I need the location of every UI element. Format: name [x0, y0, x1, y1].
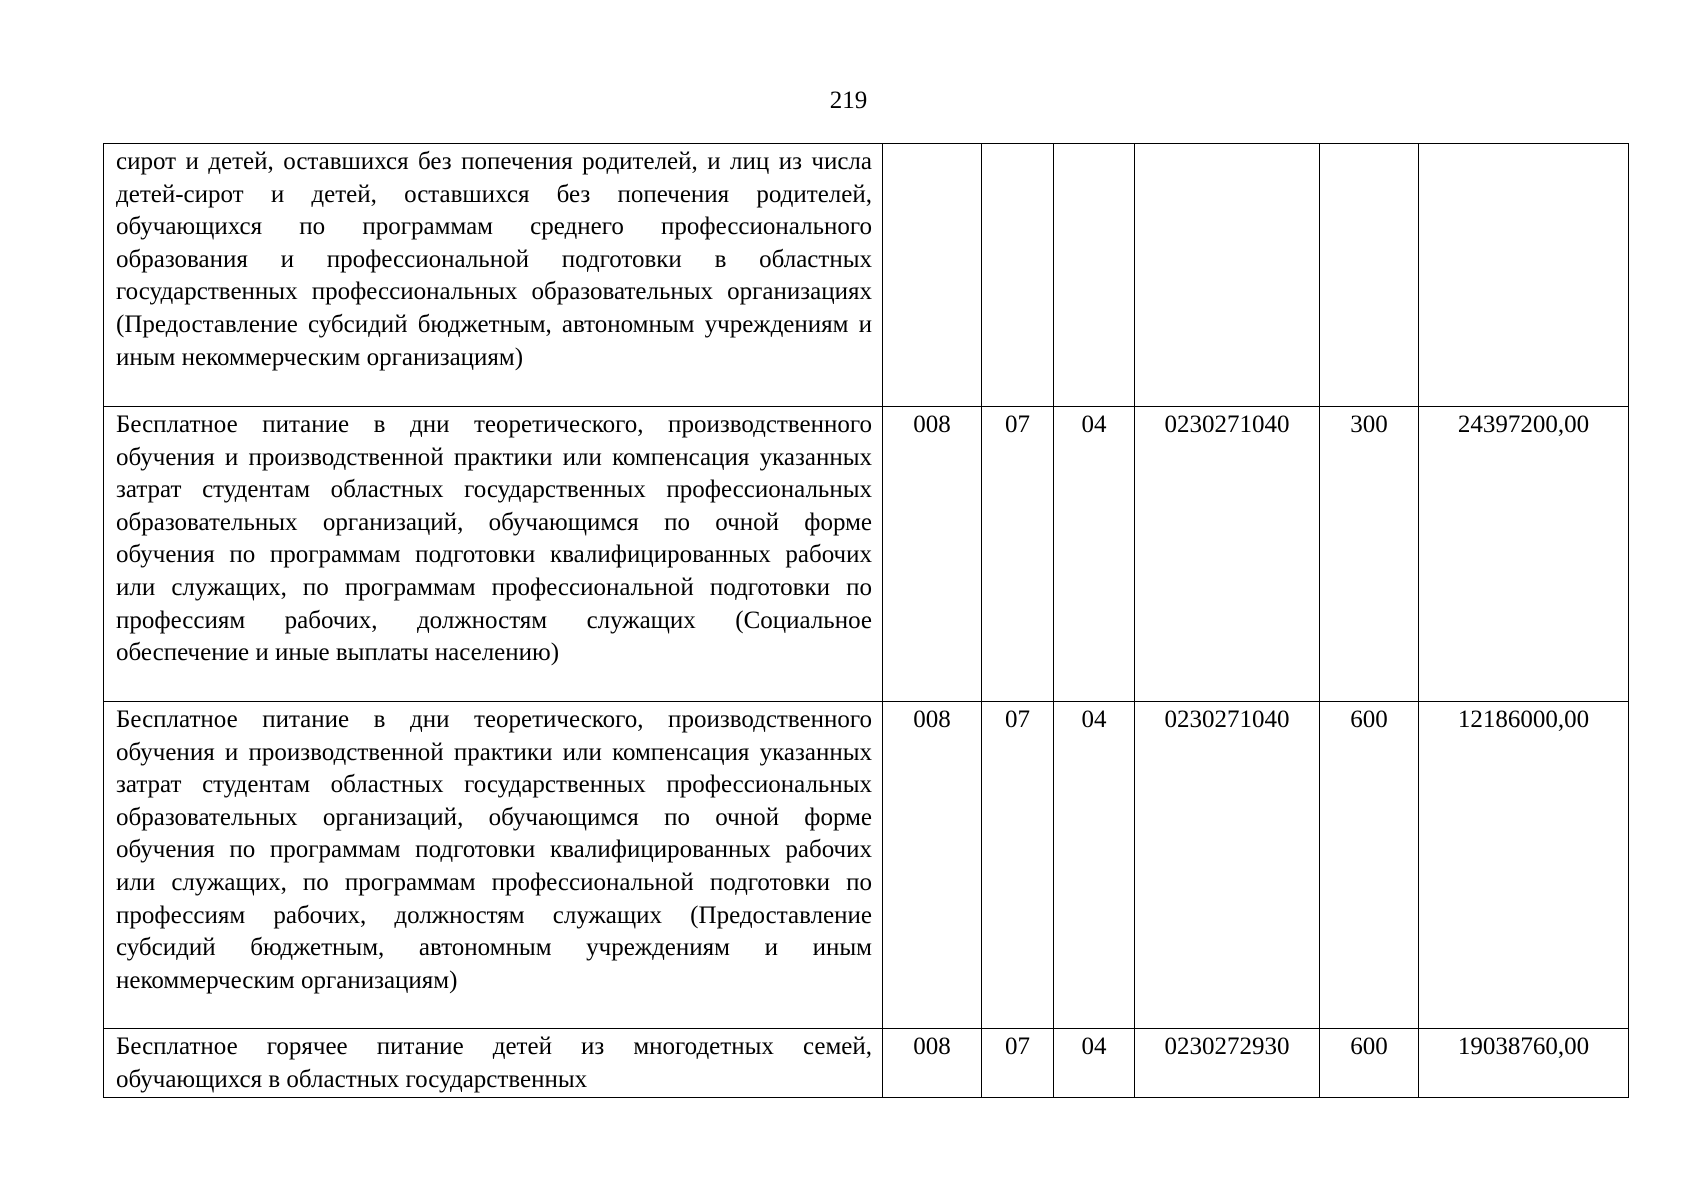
- ministry-code: 008: [883, 407, 982, 702]
- table-row: [104, 144, 1629, 407]
- section-code: [982, 144, 1054, 407]
- table-row: [104, 1029, 1629, 1098]
- page-number: 219: [829, 87, 868, 114]
- ministry-code: 008: [883, 702, 982, 1029]
- section-code: 07: [982, 702, 1054, 1029]
- subsection-code: [1054, 144, 1135, 407]
- target-article-code: 0230271040: [1135, 407, 1320, 702]
- row-description-text: Бесплатное горячее питание детей из многодетных семей, обучающихся в областных государственных: [116, 1033, 872, 1093]
- ministry-code: [883, 144, 982, 407]
- ministry-code: 008: [883, 1029, 982, 1098]
- target-article-code: 0230271040: [1135, 702, 1320, 1029]
- row-description: сирот и детей, оставшихся без попечения родителей, и лиц из числа детей-сирот и детей, оставшихся без попечения родителей, обучающихся по программам среднего профессионального образования и профессиональной подготовки в областных государственных профессиональных образовательных организациях (Предоставление субсидий бюджетным, автономным учреждениям и иным некоммерческим организациям): [104, 144, 883, 407]
- row-description: Бесплатное питание в дни теоретического, производственного обучения и производственной практики или компенсация указанных затрат студентам областных государственных профессиональных образовательных организаций, обучающимся по очной форме обучения по программам подготовки квалифицированных рабочих или служащих, по программам профессиональной подготовки по профессиям рабочих, должностям служащих (Предоставление субсидий бюджетным, автономным учреждениям и иным некоммерческим организациям): [104, 702, 883, 1029]
- target-article-code: [1135, 144, 1320, 407]
- amount: 12186000,00: [1419, 702, 1629, 1029]
- amount: [1419, 144, 1629, 407]
- subsection-code: 04: [1054, 1029, 1135, 1098]
- section-code: 07: [982, 1029, 1054, 1098]
- amount: 19038760,00: [1419, 1029, 1629, 1098]
- row-description: Бесплатное питание в дни теоретического, производственного обучения и производственной практики или компенсация указанных затрат студентам областных государственных профессиональных образовательных организаций, обучающимся по очной форме обучения по программам подготовки квалифицированных рабочих или служащих, по программам профессиональной подготовки по профессиям рабочих, должностям служащих (Социальное обеспечение и иные выплаты населению): [104, 407, 883, 702]
- expense-type-code: 600: [1320, 702, 1419, 1029]
- expense-type-code: 300: [1320, 407, 1419, 702]
- amount: 24397200,00: [1419, 407, 1629, 702]
- subsection-code: 04: [1054, 702, 1135, 1029]
- subsection-code: 04: [1054, 407, 1135, 702]
- expense-type-code: [1320, 144, 1419, 407]
- table-row: [104, 407, 1629, 702]
- section-code: 07: [982, 407, 1054, 702]
- expense-type-code: 600: [1320, 1029, 1419, 1098]
- budget-table: [103, 143, 1629, 1098]
- target-article-code: 0230272930: [1135, 1029, 1320, 1098]
- row-description: [104, 1029, 883, 1098]
- table-row: [104, 702, 1629, 1029]
